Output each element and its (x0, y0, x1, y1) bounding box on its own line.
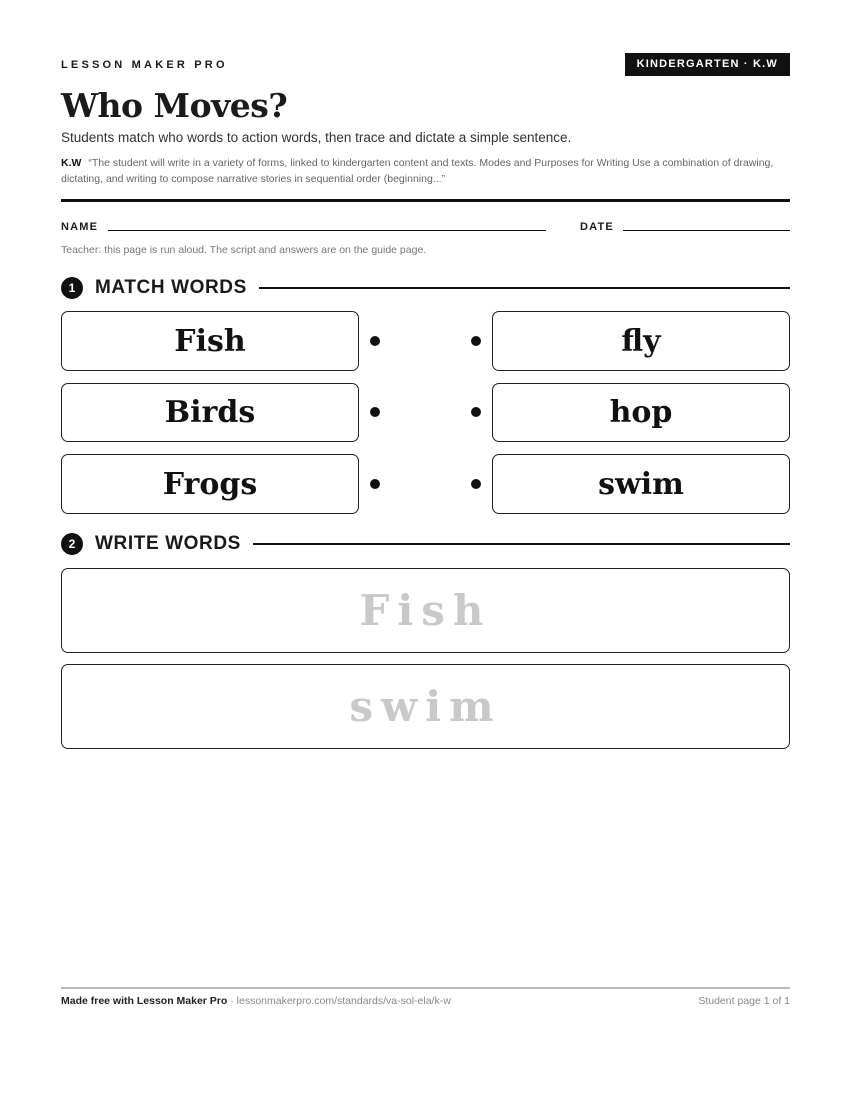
standard-code: K.W (61, 157, 82, 169)
section-write-header (61, 532, 790, 556)
footer-made-with: Made free with Lesson Maker Pro (61, 995, 228, 1007)
worksheet-page (61, 0, 790, 1100)
date-line[interactable] (623, 230, 790, 231)
page-title: Who Moves? (61, 86, 288, 125)
footer-url[interactable]: · lessonmakerpro.com/standards/va-sol-ela/k-w (227, 995, 451, 1007)
header-divider (61, 199, 790, 202)
match-dot-right[interactable] (471, 479, 481, 489)
standard-text: “The student will write in a variety of forms, linked to kindergarten content and texts. Modes and Purposes for Writing Use a combination of drawing, dictating, and writing to compose narrative stories in sequential order (beginning...” (61, 157, 774, 185)
section-rule (253, 543, 790, 545)
section-match-header (61, 276, 790, 300)
standard-description (61, 155, 790, 187)
name-line[interactable] (108, 230, 546, 231)
brand-name: LESSON MAKER PRO (61, 59, 228, 71)
left-word-card: Fish (61, 311, 359, 371)
match-dot-right[interactable] (471, 407, 481, 417)
section-number: 1 (61, 277, 83, 299)
name-label: NAME (61, 221, 99, 233)
left-word-card: Birds (61, 383, 359, 442)
grade-badge: KINDERGARTEN · K.W (625, 53, 790, 76)
left-word-card: Frogs (61, 454, 359, 514)
trace-word: swim (349, 682, 502, 731)
right-word-card: swim (492, 454, 790, 514)
match-dot-right[interactable] (471, 336, 481, 346)
trace-word: Fish (359, 586, 492, 635)
section-number: 2 (61, 533, 83, 555)
match-dot-left[interactable] (370, 336, 380, 346)
right-word-card: hop (492, 383, 790, 442)
trace-box[interactable] (61, 664, 790, 749)
match-dot-left[interactable] (370, 479, 380, 489)
footer-divider (61, 987, 790, 989)
right-word-card: fly (492, 311, 790, 371)
section-title: MATCH WORDS (95, 277, 247, 298)
trace-box[interactable] (61, 568, 790, 653)
page-subtitle: Students match who words to action words, then trace and dictate a simple sentence. (61, 130, 572, 145)
footer-page-number: Student page 1 of 1 (698, 995, 790, 1007)
match-dot-left[interactable] (370, 407, 380, 417)
section-rule (259, 287, 790, 289)
date-label: DATE (580, 221, 614, 233)
footer-credit (61, 995, 451, 1007)
teacher-note: Teacher: this page is run aloud. The script and answers are on the guide page. (61, 244, 427, 256)
section-title: WRITE WORDS (95, 533, 241, 554)
